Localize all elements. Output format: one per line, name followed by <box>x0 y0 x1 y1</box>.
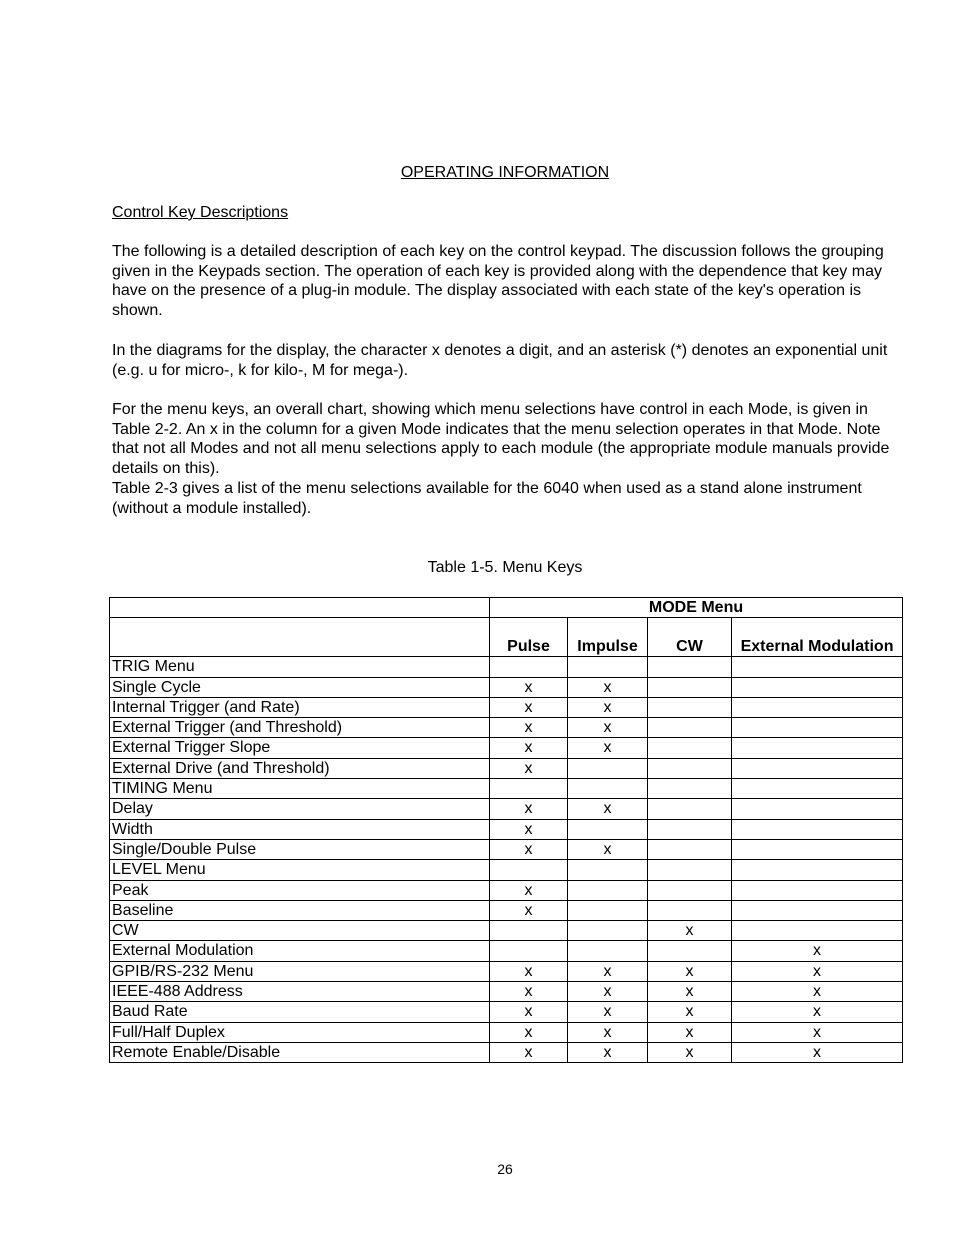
intro-paragraph: The following is a detailed description of each key on the control keypad. The discussion follows the grouping given in the Keypads section. The operation of each key is provided along with the dependence that key may have on the presence of a plug-in module. The display associated with each state of the key's operation is shown. <box>112 243 884 320</box>
table-caption: Table 1-5. Menu Keys <box>427 559 583 576</box>
row-label: Internal Trigger (and Rate) <box>110 697 490 717</box>
mode-cell: x <box>568 697 648 717</box>
table-column-header-row <box>110 618 903 657</box>
mode-cell <box>732 839 903 859</box>
mode-menu-header: MODE Menu <box>490 598 903 618</box>
row-label: TIMING Menu <box>110 779 490 799</box>
mode-cell <box>732 657 903 677</box>
mode-cell <box>490 921 568 941</box>
mode-cell: x <box>732 941 903 961</box>
menu-keys-paragraph-block <box>112 400 902 518</box>
row-label: CW <box>110 921 490 941</box>
mode-cell: x <box>648 1022 732 1042</box>
row-label: Delay <box>110 799 490 819</box>
menu-keys-table <box>109 597 903 1063</box>
mode-cell <box>648 900 732 920</box>
page-number: 26 <box>497 1161 513 1177</box>
mode-cell: x <box>568 677 648 697</box>
row-label: Peak <box>110 880 490 900</box>
mode-cell <box>732 819 903 839</box>
row-label: External Trigger Slope <box>110 738 490 758</box>
mode-cell: x <box>568 1002 648 1022</box>
mode-cell: x <box>490 758 568 778</box>
table-row <box>110 1042 903 1062</box>
mode-cell <box>732 921 903 941</box>
table-group-header-row <box>110 598 903 618</box>
mode-cell: x <box>490 799 568 819</box>
mode-cell <box>648 860 732 880</box>
mode-cell <box>568 657 648 677</box>
mode-cell: x <box>490 697 568 717</box>
mode-cell <box>648 738 732 758</box>
mode-cell <box>490 860 568 880</box>
mode-cell: x <box>490 900 568 920</box>
row-label: GPIB/RS-232 Menu <box>110 961 490 981</box>
table-row <box>110 738 903 758</box>
table-row <box>110 758 903 778</box>
mode-cell <box>490 779 568 799</box>
mode-cell <box>732 880 903 900</box>
mode-cell: x <box>648 961 732 981</box>
mode-cell: x <box>490 718 568 738</box>
column-header-impulse: Impulse <box>568 618 648 657</box>
mode-cell: x <box>490 880 568 900</box>
table-row <box>110 677 903 697</box>
mode-cell: x <box>568 718 648 738</box>
table-row <box>110 941 903 961</box>
row-label: Single Cycle <box>110 677 490 697</box>
table-row <box>110 1022 903 1042</box>
table-row <box>110 860 903 880</box>
table-row <box>110 657 903 677</box>
mode-cell <box>568 921 648 941</box>
mode-cell <box>648 941 732 961</box>
table-row <box>110 779 903 799</box>
mode-cell <box>732 860 903 880</box>
mode-cell: x <box>490 738 568 758</box>
mode-cell: x <box>490 982 568 1002</box>
mode-cell: x <box>648 921 732 941</box>
mode-cell: x <box>490 961 568 981</box>
mode-cell: x <box>568 982 648 1002</box>
row-label: Baseline <box>110 900 490 920</box>
mode-cell <box>568 880 648 900</box>
mode-cell <box>648 718 732 738</box>
row-label: External Modulation <box>110 941 490 961</box>
row-label: Width <box>110 819 490 839</box>
mode-cell: x <box>568 1042 648 1062</box>
mode-cell <box>568 758 648 778</box>
mode-cell: x <box>648 1042 732 1062</box>
mode-cell: x <box>490 819 568 839</box>
mode-cell <box>648 657 732 677</box>
mode-cell: x <box>490 1022 568 1042</box>
mode-cell <box>732 718 903 738</box>
column-header-pulse: Pulse <box>490 618 568 657</box>
row-label: LEVEL Menu <box>110 860 490 880</box>
table-row <box>110 697 903 717</box>
mode-cell: x <box>732 1022 903 1042</box>
table-row <box>110 839 903 859</box>
table-row <box>110 819 903 839</box>
row-label: External Trigger (and Threshold) <box>110 718 490 738</box>
row-label: External Drive (and Threshold) <box>110 758 490 778</box>
mode-cell <box>568 860 648 880</box>
table-row <box>110 900 903 920</box>
row-label: Remote Enable/Disable <box>110 1042 490 1062</box>
column-header-cw: CW <box>648 618 732 657</box>
mode-cell: x <box>732 1042 903 1062</box>
mode-cell: x <box>490 1042 568 1062</box>
mode-cell: x <box>732 1002 903 1022</box>
mode-cell <box>648 799 732 819</box>
empty-header-cell <box>110 618 490 657</box>
table-row <box>110 718 903 738</box>
mode-cell <box>732 779 903 799</box>
mode-cell: x <box>568 1022 648 1042</box>
mode-cell <box>568 819 648 839</box>
mode-cell: x <box>732 961 903 981</box>
column-header-external-modulation: External Modulation <box>732 618 903 657</box>
mode-cell: x <box>732 982 903 1002</box>
mode-cell <box>568 941 648 961</box>
mode-cell <box>490 941 568 961</box>
display-notation-paragraph: In the diagrams for the display, the character x denotes a digit, and an asterisk (*) denotes an exponential unit (e.g. u for micro-, k for kilo-, M for mega-). <box>112 342 888 379</box>
empty-header-cell <box>110 598 490 618</box>
table-row <box>110 880 903 900</box>
mode-cell <box>490 657 568 677</box>
row-label: IEEE-488 Address <box>110 982 490 1002</box>
mode-cell: x <box>490 839 568 859</box>
row-label: TRIG Menu <box>110 657 490 677</box>
mode-cell <box>568 900 648 920</box>
menu-keys-paragraph: For the menu keys, an overall chart, showing which menu selections have control in each Mode, is given in Table 2-2. An x in the column for a given Mode indicates that the menu selection operates in that Mode. Note that not all Modes and not all menu selections apply to each module (the appropriate module manuals provide details on this). <box>112 401 890 478</box>
mode-cell: x <box>568 839 648 859</box>
page-title: OPERATING INFORMATION <box>400 164 610 181</box>
mode-cell <box>648 758 732 778</box>
mode-cell <box>648 819 732 839</box>
mode-cell <box>568 779 648 799</box>
table-row <box>110 982 903 1002</box>
mode-cell <box>732 900 903 920</box>
mode-cell <box>648 677 732 697</box>
mode-cell: x <box>648 982 732 1002</box>
table-row <box>110 1002 903 1022</box>
row-label: Baud Rate <box>110 1002 490 1022</box>
mode-cell <box>732 697 903 717</box>
mode-cell <box>648 779 732 799</box>
mode-cell: x <box>490 1002 568 1022</box>
table-row <box>110 921 903 941</box>
mode-cell <box>648 697 732 717</box>
mode-cell <box>732 799 903 819</box>
mode-cell: x <box>568 799 648 819</box>
mode-cell <box>648 839 732 859</box>
mode-cell <box>648 880 732 900</box>
mode-cell <box>732 738 903 758</box>
mode-cell: x <box>568 738 648 758</box>
row-label: Single/Double Pulse <box>110 839 490 859</box>
section-heading: Control Key Descriptions <box>112 204 289 221</box>
mode-cell: x <box>648 1002 732 1022</box>
table-row <box>110 799 903 819</box>
mode-cell <box>732 758 903 778</box>
mode-cell: x <box>490 677 568 697</box>
table-row <box>110 961 903 981</box>
table-reference-paragraph: Table 2-3 gives a list of the menu selections available for the 6040 when used as a stand alone instrument (without a module installed). <box>112 479 862 517</box>
mode-cell: x <box>568 961 648 981</box>
row-label: Full/Half Duplex <box>110 1022 490 1042</box>
mode-cell <box>732 677 903 697</box>
